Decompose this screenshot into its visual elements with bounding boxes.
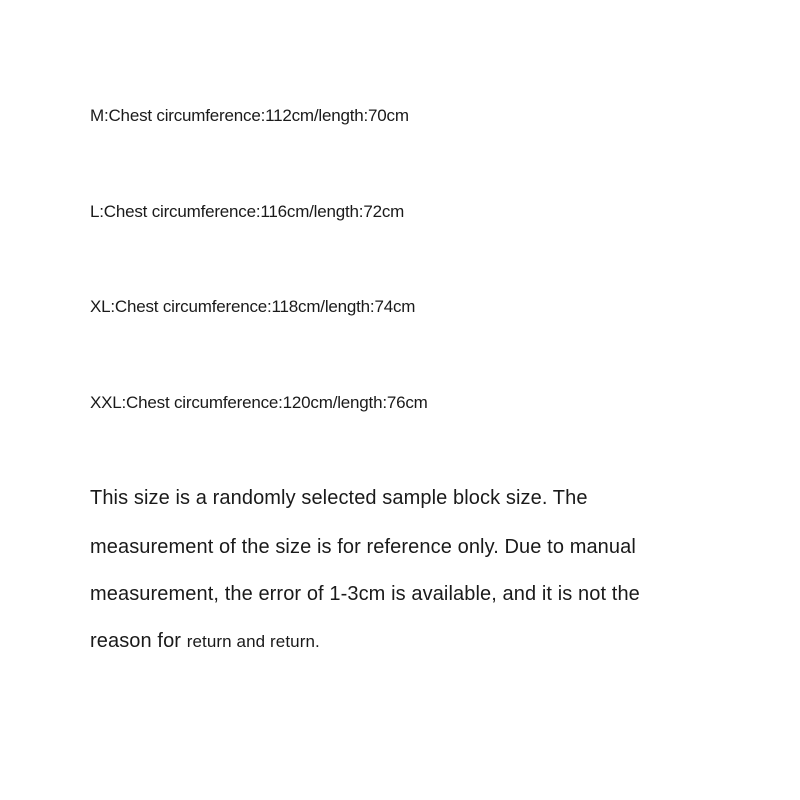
note-line-4-start: reason for xyxy=(90,630,187,652)
size-m-line: M:Chest circumference:112cm/length:70cm xyxy=(90,106,409,125)
note-line-3: measurement, the error of 1-3cm is available, and it is not the xyxy=(90,583,640,605)
size-xl-line: XL:Chest circumference:118cm/length:74cm xyxy=(90,297,416,316)
note-line-4 xyxy=(90,629,320,654)
size-l-line: L:Chest circumference:116cm/length:72cm xyxy=(90,202,405,221)
size-xxl-line: XXL:Chest circumference:120cm/length:76cm xyxy=(90,393,428,412)
note-line-2: measurement of the size is for reference only. Due to manual xyxy=(90,536,636,558)
note-line-1: This size is a randomly selected sample block size. The xyxy=(90,487,588,509)
note-line-4-end: return and return. xyxy=(186,632,320,651)
